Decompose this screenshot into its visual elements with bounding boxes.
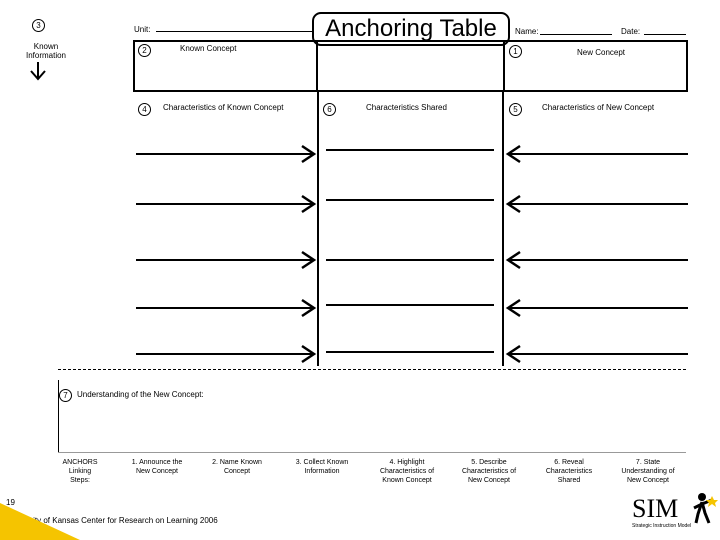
char-shared-label: Characteristics Shared <box>366 103 447 112</box>
date-line[interactable] <box>644 34 686 35</box>
known-information-label: Known Information <box>25 42 67 60</box>
center-top-box[interactable] <box>318 40 503 92</box>
new-concept-label: New Concept <box>577 48 626 57</box>
anchors-heading: ANCHORS Linking Steps: <box>62 459 98 484</box>
unit-line[interactable] <box>156 31 312 32</box>
step-1-marker: 1 <box>509 45 522 58</box>
name-label: Name: <box>515 27 539 36</box>
characteristic-rows[interactable] <box>130 140 695 366</box>
step-3-marker: 3 <box>32 19 45 32</box>
name-line[interactable] <box>540 34 612 35</box>
char-known-label: Characteristics of Known Concept <box>163 103 284 112</box>
anchors-step-2: 2. Name Known Concept <box>212 459 262 475</box>
date-label: Date: <box>621 27 641 36</box>
row-3 <box>136 252 688 268</box>
sim-logo-subtitle: Strategic Instruction Model <box>632 523 692 529</box>
anchors-step-6: 6. Reveal Characteristics Shared <box>545 459 593 484</box>
known-concept-label: Known Concept <box>180 44 237 53</box>
dashed-separator <box>58 369 686 370</box>
understanding-label: Understanding of the New Concept: <box>77 390 204 399</box>
anchors-step-3: 3. Collect Known Information <box>295 459 349 475</box>
yellow-accent <box>0 503 80 540</box>
anchors-step-5: 5. Describe Characteristics of New Concept <box>461 459 517 484</box>
credit-line: University of Kansas Center for Research on Learning 2006 <box>6 516 218 525</box>
anchors-step-4: 4. Highlight Characteristics of Known Concept <box>379 459 435 484</box>
row-4 <box>136 300 688 316</box>
page-number: 19 <box>6 498 15 507</box>
page-title: Anchoring Table <box>312 12 510 46</box>
unit-label: Unit: <box>134 25 151 34</box>
anchors-step-7: 7. State Understanding of New Concept <box>621 459 675 484</box>
understanding-left-border <box>58 380 59 452</box>
anchors-step-1: 1. Announce the New Concept <box>131 459 183 475</box>
row-5 <box>136 346 688 362</box>
step-6-marker: 6 <box>323 103 336 116</box>
sim-logo-figure-icon <box>690 492 718 524</box>
step-7-marker: 7 <box>59 389 72 402</box>
char-new-label: Characteristics of New Concept <box>542 103 655 112</box>
step-4-marker: 4 <box>138 103 151 116</box>
sim-logo-text: SIM <box>632 494 679 523</box>
down-arrow-icon <box>28 62 48 82</box>
step-2-marker: 2 <box>138 44 151 57</box>
row-2 <box>136 196 688 212</box>
step-5-marker: 5 <box>509 103 522 116</box>
understanding-bottom-border <box>58 452 686 453</box>
row-1 <box>136 146 688 162</box>
